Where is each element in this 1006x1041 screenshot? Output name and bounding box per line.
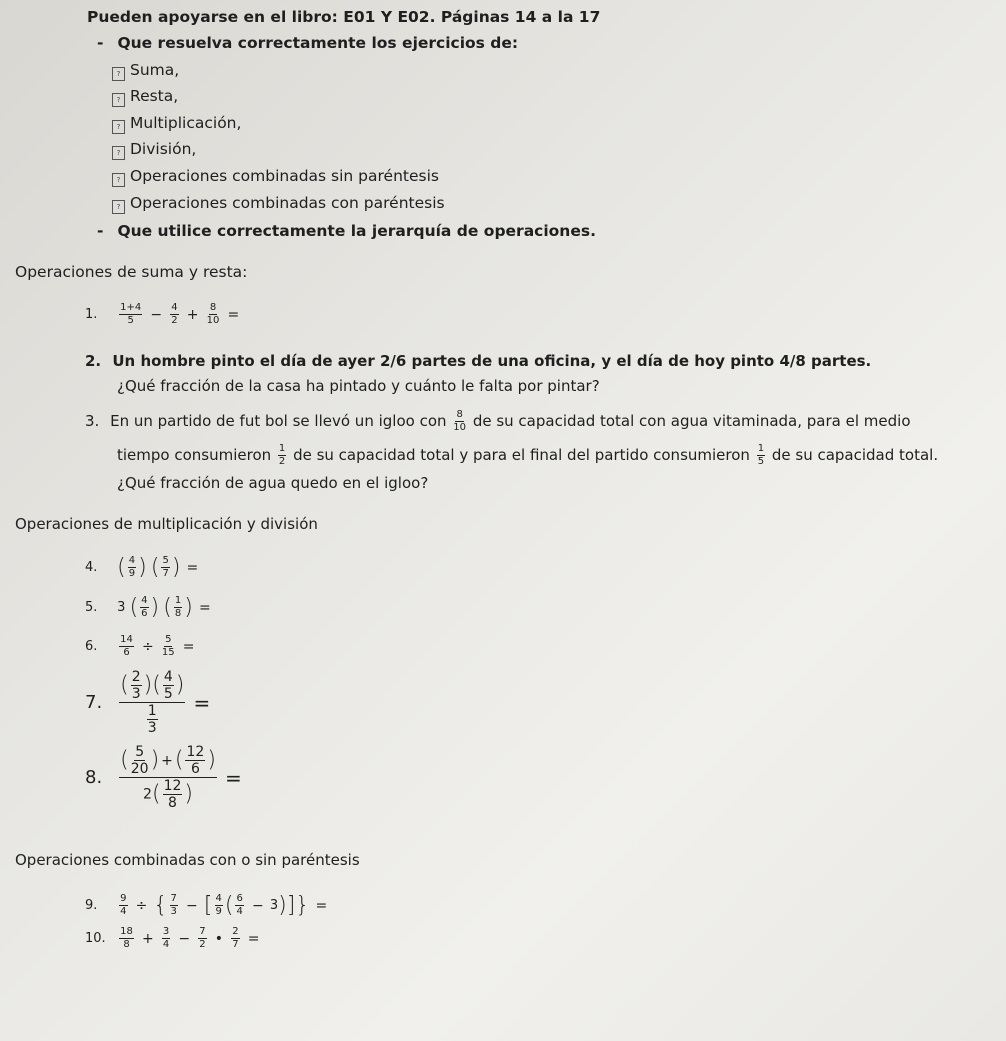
plus-sign: +	[186, 306, 199, 323]
problem-number: 10.	[85, 931, 106, 946]
problem-3-line-1	[85, 410, 911, 433]
equals-sign: =	[186, 559, 199, 576]
problem-3-text: de su capacidad total.	[771, 446, 939, 464]
numerator: 9	[120, 893, 127, 904]
objective-2-text: Que utilice correctamente la jerarquía de operaciones.	[117, 222, 596, 240]
unknown-glyph-icon: ?	[112, 200, 125, 214]
equals-sign: =	[315, 897, 328, 914]
compound-numerator: ( $\frac{5}{20}$ ) +( $\frac{12}{6}$ )	[120, 744, 216, 777]
numerator: 8	[456, 409, 463, 420]
objective-1-text: Que resuelva correctamente los ejercicios de:	[117, 34, 519, 52]
problem-4: 4. ( $\frac{4}{9}$ ) ( $\frac{5}{7}$ ) =	[85, 555, 199, 580]
numerator: 7	[199, 926, 206, 937]
denominator: 4	[120, 906, 127, 917]
problem-6	[85, 635, 197, 658]
denominator: 6	[123, 647, 130, 658]
fraction	[119, 894, 127, 917]
equals-sign: =	[182, 638, 195, 655]
problem-3-text: En un partido de fut bol se llevó un igloo con	[110, 412, 447, 430]
problem-number: 9.	[85, 898, 98, 913]
denominator: 8	[168, 795, 177, 811]
compound-fraction	[119, 745, 217, 810]
fraction	[235, 894, 243, 917]
denominator: 10	[206, 315, 220, 326]
unknown-glyph-icon: ?	[112, 173, 125, 187]
problem-number: 7.	[85, 692, 103, 713]
numerator: 1+4	[120, 302, 142, 313]
numerator: 14	[120, 634, 133, 645]
section-title-suma-resta: Operaciones de suma y resta:	[15, 263, 248, 281]
numerator: 1	[147, 703, 157, 719]
fraction	[147, 704, 158, 735]
fraction	[215, 894, 223, 917]
minus-sign: −	[186, 897, 198, 914]
numerator: 8	[209, 302, 217, 313]
list-item	[112, 61, 179, 81]
list-item-label: Operaciones combinadas sin paréntesis	[130, 167, 439, 185]
section-title-mult-div: Operaciones de multiplicación y división	[15, 515, 318, 533]
fraction	[163, 779, 183, 810]
equals-sign: =	[227, 306, 240, 323]
fraction	[162, 635, 175, 658]
numerator: 4	[141, 595, 148, 606]
denominator: 3	[147, 720, 157, 736]
list-item-label: División,	[130, 140, 197, 158]
problem-2-line-2: ¿Qué fracción de la casa ha pintado y cuánto le falta por pintar?	[117, 377, 600, 395]
fraction	[757, 444, 765, 467]
equals-sign: =	[198, 599, 211, 616]
bullet-dash: -	[97, 34, 104, 52]
minus-sign: −	[252, 897, 264, 914]
numerator: 4	[128, 555, 136, 566]
problem-number: 5.	[85, 600, 98, 615]
section-title-combinadas: Operaciones combinadas con o sin paréntesis	[15, 851, 360, 869]
denominator: 3	[131, 686, 141, 702]
list-item	[112, 167, 439, 187]
fraction	[119, 927, 134, 950]
fraction	[278, 444, 286, 467]
intro-line: Pueden apoyarse en el libro: E01 Y E02. Páginas 14 a la 17	[87, 8, 601, 26]
problem-3-text: tiempo consumieron	[117, 446, 272, 464]
denominator: 8	[174, 608, 182, 619]
problem-9: 9. $\frac{9}{4}$ ÷ { $\frac{7}{3}$ − [ $\frac{4}{9}$ ( $\frac{6}{4}$ − 3)]} =	[85, 893, 328, 918]
denominator: 9	[128, 568, 136, 579]
objective-2	[97, 222, 596, 240]
problem-3-text: de su capacidad total con agua vitaminada, para el medio	[472, 412, 911, 430]
denominator: 8	[123, 939, 130, 950]
fraction	[131, 745, 149, 776]
plus-sign: +	[142, 930, 154, 947]
denominator: 2	[199, 939, 206, 950]
equals-sign: =	[193, 690, 211, 715]
fraction	[198, 927, 206, 950]
constant: 3	[269, 898, 279, 913]
list-item	[112, 194, 445, 214]
list-item-label: Multiplicación,	[130, 114, 242, 132]
problem-number: 6.	[85, 639, 98, 654]
problem-2	[85, 352, 871, 370]
numerator: 12	[186, 744, 205, 760]
problem-10	[85, 927, 261, 950]
denominator: 7	[232, 939, 239, 950]
compound-denominator: 2( $\frac{12}{8}$ )	[143, 778, 193, 811]
numerator: 4	[171, 302, 178, 313]
problem-7	[85, 670, 212, 735]
numerator: 6	[236, 893, 243, 904]
numerator: 5	[165, 634, 172, 645]
fraction	[231, 927, 239, 950]
minus-sign: −	[150, 306, 163, 323]
fraction	[140, 596, 148, 619]
fraction	[170, 303, 178, 326]
fraction	[163, 670, 174, 701]
fraction	[453, 410, 466, 433]
compound-denominator	[145, 703, 160, 735]
list-item	[112, 87, 178, 107]
fraction	[207, 303, 220, 326]
fraction	[170, 894, 178, 917]
numerator: 2	[131, 669, 141, 685]
equals-sign: =	[247, 930, 260, 947]
problem-number: 8.	[85, 767, 103, 788]
objective-1	[97, 34, 518, 52]
problem-3-line-3: ¿Qué fracción de agua quedo en el igloo?	[117, 474, 429, 492]
unknown-glyph-icon: ?	[112, 93, 125, 107]
fraction	[185, 745, 205, 776]
problem-1	[85, 303, 241, 326]
numerator: 1	[757, 443, 765, 454]
multiply-dot: •	[214, 930, 224, 947]
fraction	[119, 303, 142, 326]
denominator: 5	[127, 315, 134, 326]
numerator: 1	[174, 595, 182, 606]
problem-3-text: de su capacidad total y para el final del partido consumieron	[293, 446, 750, 464]
coefficient: 2	[143, 786, 152, 803]
denominator: 20	[130, 761, 149, 777]
list-item-label: Operaciones combinadas con paréntesis	[130, 194, 445, 212]
numerator: 12	[163, 778, 182, 794]
problem-5: 5. 3 ( $\frac{4}{6}$ ) ( $\frac{1}{8}$ ) =	[85, 595, 211, 620]
denominator: 6	[141, 608, 148, 619]
denominator: 4	[236, 906, 243, 917]
unknown-glyph-icon: ?	[112, 120, 125, 134]
fraction	[119, 635, 134, 658]
denominator: 2	[278, 456, 286, 467]
equals-sign: =	[225, 765, 242, 790]
numerator: 3	[162, 926, 170, 937]
denominator: 6	[190, 761, 200, 777]
list-item	[112, 140, 196, 160]
problem-number: 3.	[85, 412, 100, 430]
fraction	[128, 556, 136, 579]
denominator: 4	[162, 939, 170, 950]
plus-sign: +	[161, 752, 173, 769]
numerator: 2	[232, 926, 239, 937]
numerator: 4	[163, 669, 173, 685]
compound-fraction	[119, 670, 185, 735]
denominator: 7	[162, 568, 169, 579]
bullet-dash: -	[97, 222, 104, 240]
compound-numerator: ( $\frac{2}{3}$ )( $\frac{4}{5}$ )	[120, 669, 185, 702]
problem-number: 4.	[85, 560, 98, 575]
denominator: 5	[757, 456, 765, 467]
fraction	[131, 670, 142, 701]
division-sign: ÷	[142, 638, 154, 655]
fraction	[162, 927, 170, 950]
unknown-glyph-icon: ?	[112, 67, 125, 81]
denominator: 3	[170, 906, 177, 917]
numerator: 18	[120, 926, 133, 937]
numerator: 1	[278, 443, 286, 454]
division-sign: ÷	[135, 897, 148, 914]
numerator: 4	[215, 893, 222, 904]
problem-8	[85, 745, 244, 810]
denominator: 5	[163, 686, 173, 702]
list-item-label: Suma,	[130, 61, 180, 79]
problem-number: 2.	[85, 352, 102, 370]
problem-number: 1.	[85, 307, 98, 322]
problem-2-line-1: Un hombre pinto el día de ayer 2/6 partes de una oficina, y el día de hoy pinto 4/8 partes.	[112, 352, 872, 370]
minus-sign: −	[178, 930, 191, 947]
list-item-label: Resta,	[130, 87, 179, 105]
coefficient: 3	[117, 600, 126, 615]
problem-3-line-2	[117, 444, 938, 467]
denominator: 15	[161, 647, 175, 658]
numerator: 5	[162, 555, 169, 566]
denominator: 10	[453, 422, 467, 433]
fraction	[174, 596, 182, 619]
denominator: 9	[215, 906, 222, 917]
numerator: 5	[135, 744, 145, 760]
fraction	[161, 556, 169, 579]
denominator: 2	[171, 315, 178, 326]
unknown-glyph-icon: ?	[112, 146, 125, 160]
numerator: 7	[170, 893, 177, 904]
list-item	[112, 114, 241, 134]
